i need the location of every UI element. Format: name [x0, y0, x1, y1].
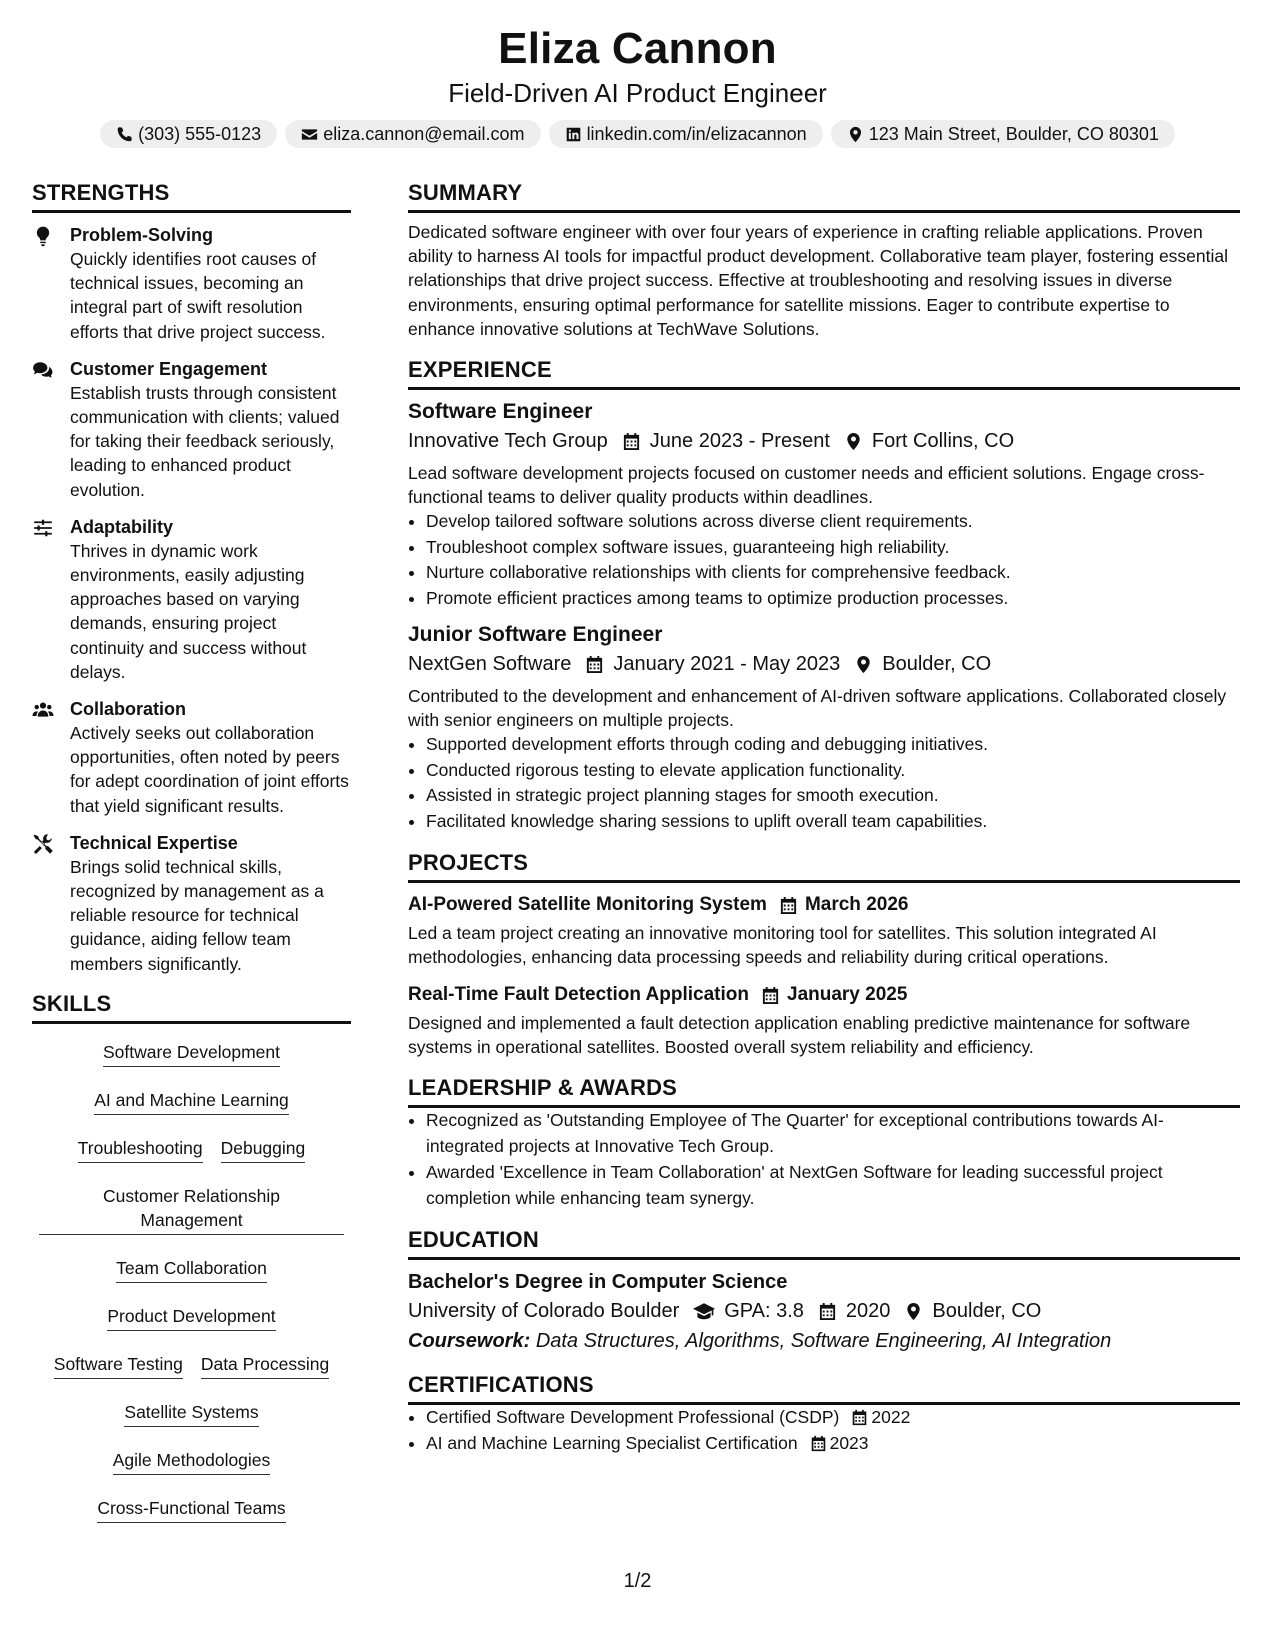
skill-tag: Cross-Functional Teams — [97, 1490, 285, 1523]
skill-tag: Data Processing — [201, 1346, 329, 1379]
award-item: • Awarded 'Excellence in Team Collaboration' at NextGen Software for leading successful project completion while enhancing team synergy. — [426, 1160, 1240, 1211]
calendar-icon — [761, 986, 780, 1005]
skill-tag: Team Collaboration — [116, 1250, 267, 1283]
left-column — [32, 178, 351, 1538]
strength-item — [32, 831, 351, 976]
job-bullets — [408, 732, 1240, 834]
strengths-heading: STRENGTHS — [32, 178, 351, 213]
contact-email-text: eliza.cannon@email.com — [323, 123, 525, 144]
people-group-icon — [32, 699, 54, 721]
coursework-label: Coursework: — [408, 1330, 531, 1353]
contact-address-text: 123 Main Street, Boulder, CO 80301 — [868, 123, 1159, 144]
job-company: Innovative Tech Group — [408, 430, 608, 453]
strength-item — [32, 357, 351, 502]
contact-linkedin[interactable] — [549, 120, 823, 148]
strength-item — [32, 515, 351, 684]
cert-year: 2023 — [829, 1432, 869, 1453]
job-bullet: • Facilitated knowledge sharing sessions to uplift overall team capabilities. — [426, 809, 1240, 835]
strength-desc: Brings solid technical skills, recognized by management as a reliable resource for technical guidance, aiding fellow team members significantly. — [70, 856, 324, 974]
summary-text: Dedicated software engineer with over four years of experience in crafting reliable applications. Proven ability to harness AI tools for impactful product development. Collaborative team player, fostering essential relationships that drive project success. Effective at troubleshooting and resolving issues in diverse environments, ensuring optimal performance for satellite missions. Eager to contribute expertise to enhance innovative solutions at TechWave Solutions. — [408, 222, 1229, 339]
sliders-icon — [32, 517, 54, 539]
education-school: University of Colorado Boulder — [408, 1300, 680, 1323]
lightbulb-icon — [32, 225, 54, 247]
phone-icon — [116, 126, 133, 143]
linkedin-icon — [565, 126, 582, 143]
strength-desc: Establish trusts through consistent communication with clients; valued for taking their feedback seriously, leading to enhanced product evolution. — [70, 382, 340, 500]
strength-title: Technical Expertise — [70, 832, 238, 853]
project-entry — [408, 981, 1240, 1059]
calendar-icon — [622, 432, 641, 451]
calendar-icon — [851, 1409, 868, 1426]
job-title: Junior Software Engineer — [408, 623, 663, 647]
summary-heading: SUMMARY — [408, 178, 1240, 213]
job-desc: Contributed to the development and enhancement of AI-driven software applications. Collaborated closely with senior engineers on multiple projects. — [408, 686, 1227, 731]
calendar-icon — [779, 896, 798, 915]
job-bullet: • Supported development efforts through coding and debugging initiatives. — [426, 732, 1240, 758]
experience-section — [408, 355, 1240, 834]
map-pin-icon — [904, 1302, 923, 1321]
contact-phone-text: (303) 555-0123 — [138, 123, 262, 144]
project-title: AI-Powered Satellite Monitoring System — [408, 894, 767, 916]
resume-header — [0, 22, 1275, 148]
project-date: March 2026 — [804, 894, 909, 916]
job-bullet: • Promote efficient practices among teams to optimize production processes. — [426, 586, 1240, 612]
skill-tag: Product Development — [107, 1298, 275, 1331]
projects-section — [408, 848, 1240, 1059]
job-location: Boulder, CO — [882, 653, 992, 676]
skills-heading: SKILLS — [32, 989, 351, 1024]
job-desc: Lead software development projects focused on customer needs and efficient solutions. Engage cross-functional teams to deliver quality products within deadlines. — [408, 463, 1205, 508]
job-entry — [408, 621, 1240, 834]
contact-bar — [0, 120, 1275, 148]
skill-tag: Satellite Systems — [124, 1394, 258, 1427]
job-dates: June 2023 - Present — [649, 430, 830, 453]
awards-heading: LEADERSHIP & AWARDS — [408, 1073, 1240, 1108]
cert-name: • Certified Software Development Professional (CSDP) — [426, 1407, 840, 1428]
skill-tag: Troubleshooting — [78, 1130, 203, 1163]
job-meta — [408, 649, 1240, 679]
calendar-icon — [810, 1435, 827, 1452]
map-pin-icon — [854, 655, 873, 674]
awards-list — [408, 1108, 1240, 1211]
skill-tag: AI and Machine Learning — [94, 1082, 289, 1115]
strength-desc: Quickly identifies root causes of technical issues, becoming an integral part of swift resolution efforts that drive project success. — [70, 249, 326, 342]
skill-tag: Agile Methodologies — [113, 1442, 271, 1475]
graduation-cap-icon — [693, 1300, 715, 1322]
candidate-name: Eliza Cannon — [498, 24, 777, 73]
tools-icon — [32, 833, 54, 855]
contact-linkedin-text: linkedin.com/in/elizacannon — [586, 123, 807, 144]
right-column — [408, 178, 1240, 1456]
chat-bubbles-icon — [32, 359, 54, 381]
coursework-text: Data Structures, Algorithms, Software Engineering, AI Integration — [535, 1330, 1112, 1353]
skills-section — [32, 989, 351, 1538]
strength-title: Problem-Solving — [70, 225, 214, 245]
calendar-icon — [818, 1302, 837, 1321]
education-heading: EDUCATION — [408, 1225, 1240, 1260]
envelope-icon — [301, 126, 318, 143]
project-desc: Designed and implemented a fault detection application enabling predictive maintenance for software systems in operational satellites. Boosted overall system reliability and efficiency. — [408, 1013, 1191, 1058]
job-bullet: • Troubleshoot complex software issues, guaranteeing high reliability. — [426, 535, 1240, 561]
page-number: 1/2 — [623, 1570, 652, 1592]
map-pin-icon — [847, 126, 864, 143]
project-desc: Led a team project creating an innovative monitoring tool for satellites. This solution integrated AI methodologies, enhancing data processing speeds and reliability during critical operations. — [408, 923, 1157, 968]
strengths-list — [32, 223, 351, 976]
certifications-section — [408, 1370, 1240, 1456]
job-location: Fort Collins, CO — [871, 430, 1015, 453]
strength-item — [32, 697, 351, 818]
education-degree: Bachelor's Degree in Computer Science — [408, 1271, 788, 1294]
strength-title: Adaptability — [70, 516, 174, 537]
projects-heading: PROJECTS — [408, 848, 1240, 883]
strength-desc: Actively seeks out collaboration opportunities, often noted by peers for adept coordination of joint efforts that yield significant results. — [70, 723, 349, 816]
skill-tag: Customer Relationship Management — [39, 1178, 344, 1235]
strength-item — [32, 223, 351, 344]
candidate-title: Field-Driven AI Product Engineer — [448, 78, 827, 108]
skills-list — [32, 1034, 351, 1538]
project-title: Real-Time Fault Detection Application — [408, 984, 749, 1006]
cert-year: 2022 — [871, 1407, 911, 1428]
skill-tag: Debugging — [221, 1130, 306, 1163]
cert-item — [426, 1431, 1240, 1457]
education-year: 2020 — [845, 1300, 891, 1323]
skill-tag: Software Testing — [54, 1346, 183, 1379]
experience-heading: EXPERIENCE — [408, 355, 1240, 390]
project-entry — [408, 891, 1240, 969]
strength-title: Collaboration — [70, 699, 186, 720]
project-date: January 2025 — [787, 984, 908, 1006]
contact-email[interactable] — [285, 120, 540, 148]
cert-item — [426, 1405, 1240, 1431]
education-gpa: GPA: 3.8 — [724, 1300, 804, 1323]
summary-section — [408, 178, 1240, 341]
cert-name: • AI and Machine Learning Specialist Certification — [426, 1432, 798, 1453]
job-bullet: • Assisted in strategic project planning stages for smooth execution. — [426, 783, 1240, 809]
education-coursework — [408, 1326, 1240, 1356]
awards-section — [408, 1073, 1240, 1211]
job-company: NextGen Software — [408, 653, 572, 676]
job-bullet: • Develop tailored software solutions across diverse client requirements. — [426, 509, 1240, 535]
education-location: Boulder, CO — [932, 1300, 1042, 1323]
strength-title: Customer Engagement — [70, 358, 268, 379]
education-meta — [408, 1296, 1240, 1326]
education-section — [408, 1225, 1240, 1356]
job-entry — [408, 398, 1240, 611]
contact-address — [831, 120, 1175, 148]
calendar-icon — [585, 655, 604, 674]
strength-desc: Thrives in dynamic work environments, easily adjusting approaches based on varying demands, ensuring project continuity and success without delays. — [70, 540, 307, 682]
project-header — [408, 891, 1240, 919]
contact-phone[interactable] — [100, 120, 277, 148]
certifications-heading: CERTIFICATIONS — [408, 1370, 1240, 1405]
skill-tag: Software Development — [103, 1034, 280, 1067]
award-item: • Recognized as 'Outstanding Employee of The Quarter' for exceptional contributions towards AI-integrated projects at Innovative Tech Group. — [426, 1108, 1240, 1159]
map-pin-icon — [844, 432, 863, 451]
job-bullet: • Conducted rigorous testing to elevate application functionality. — [426, 758, 1240, 784]
job-meta — [408, 426, 1240, 456]
job-title: Software Engineer — [408, 400, 593, 424]
job-dates: January 2021 - May 2023 — [613, 653, 841, 676]
project-header — [408, 981, 1240, 1009]
certifications-list — [408, 1405, 1240, 1456]
job-bullets — [408, 509, 1240, 611]
job-bullet: • Nurture collaborative relationships with clients for comprehensive feedback. — [426, 560, 1240, 586]
